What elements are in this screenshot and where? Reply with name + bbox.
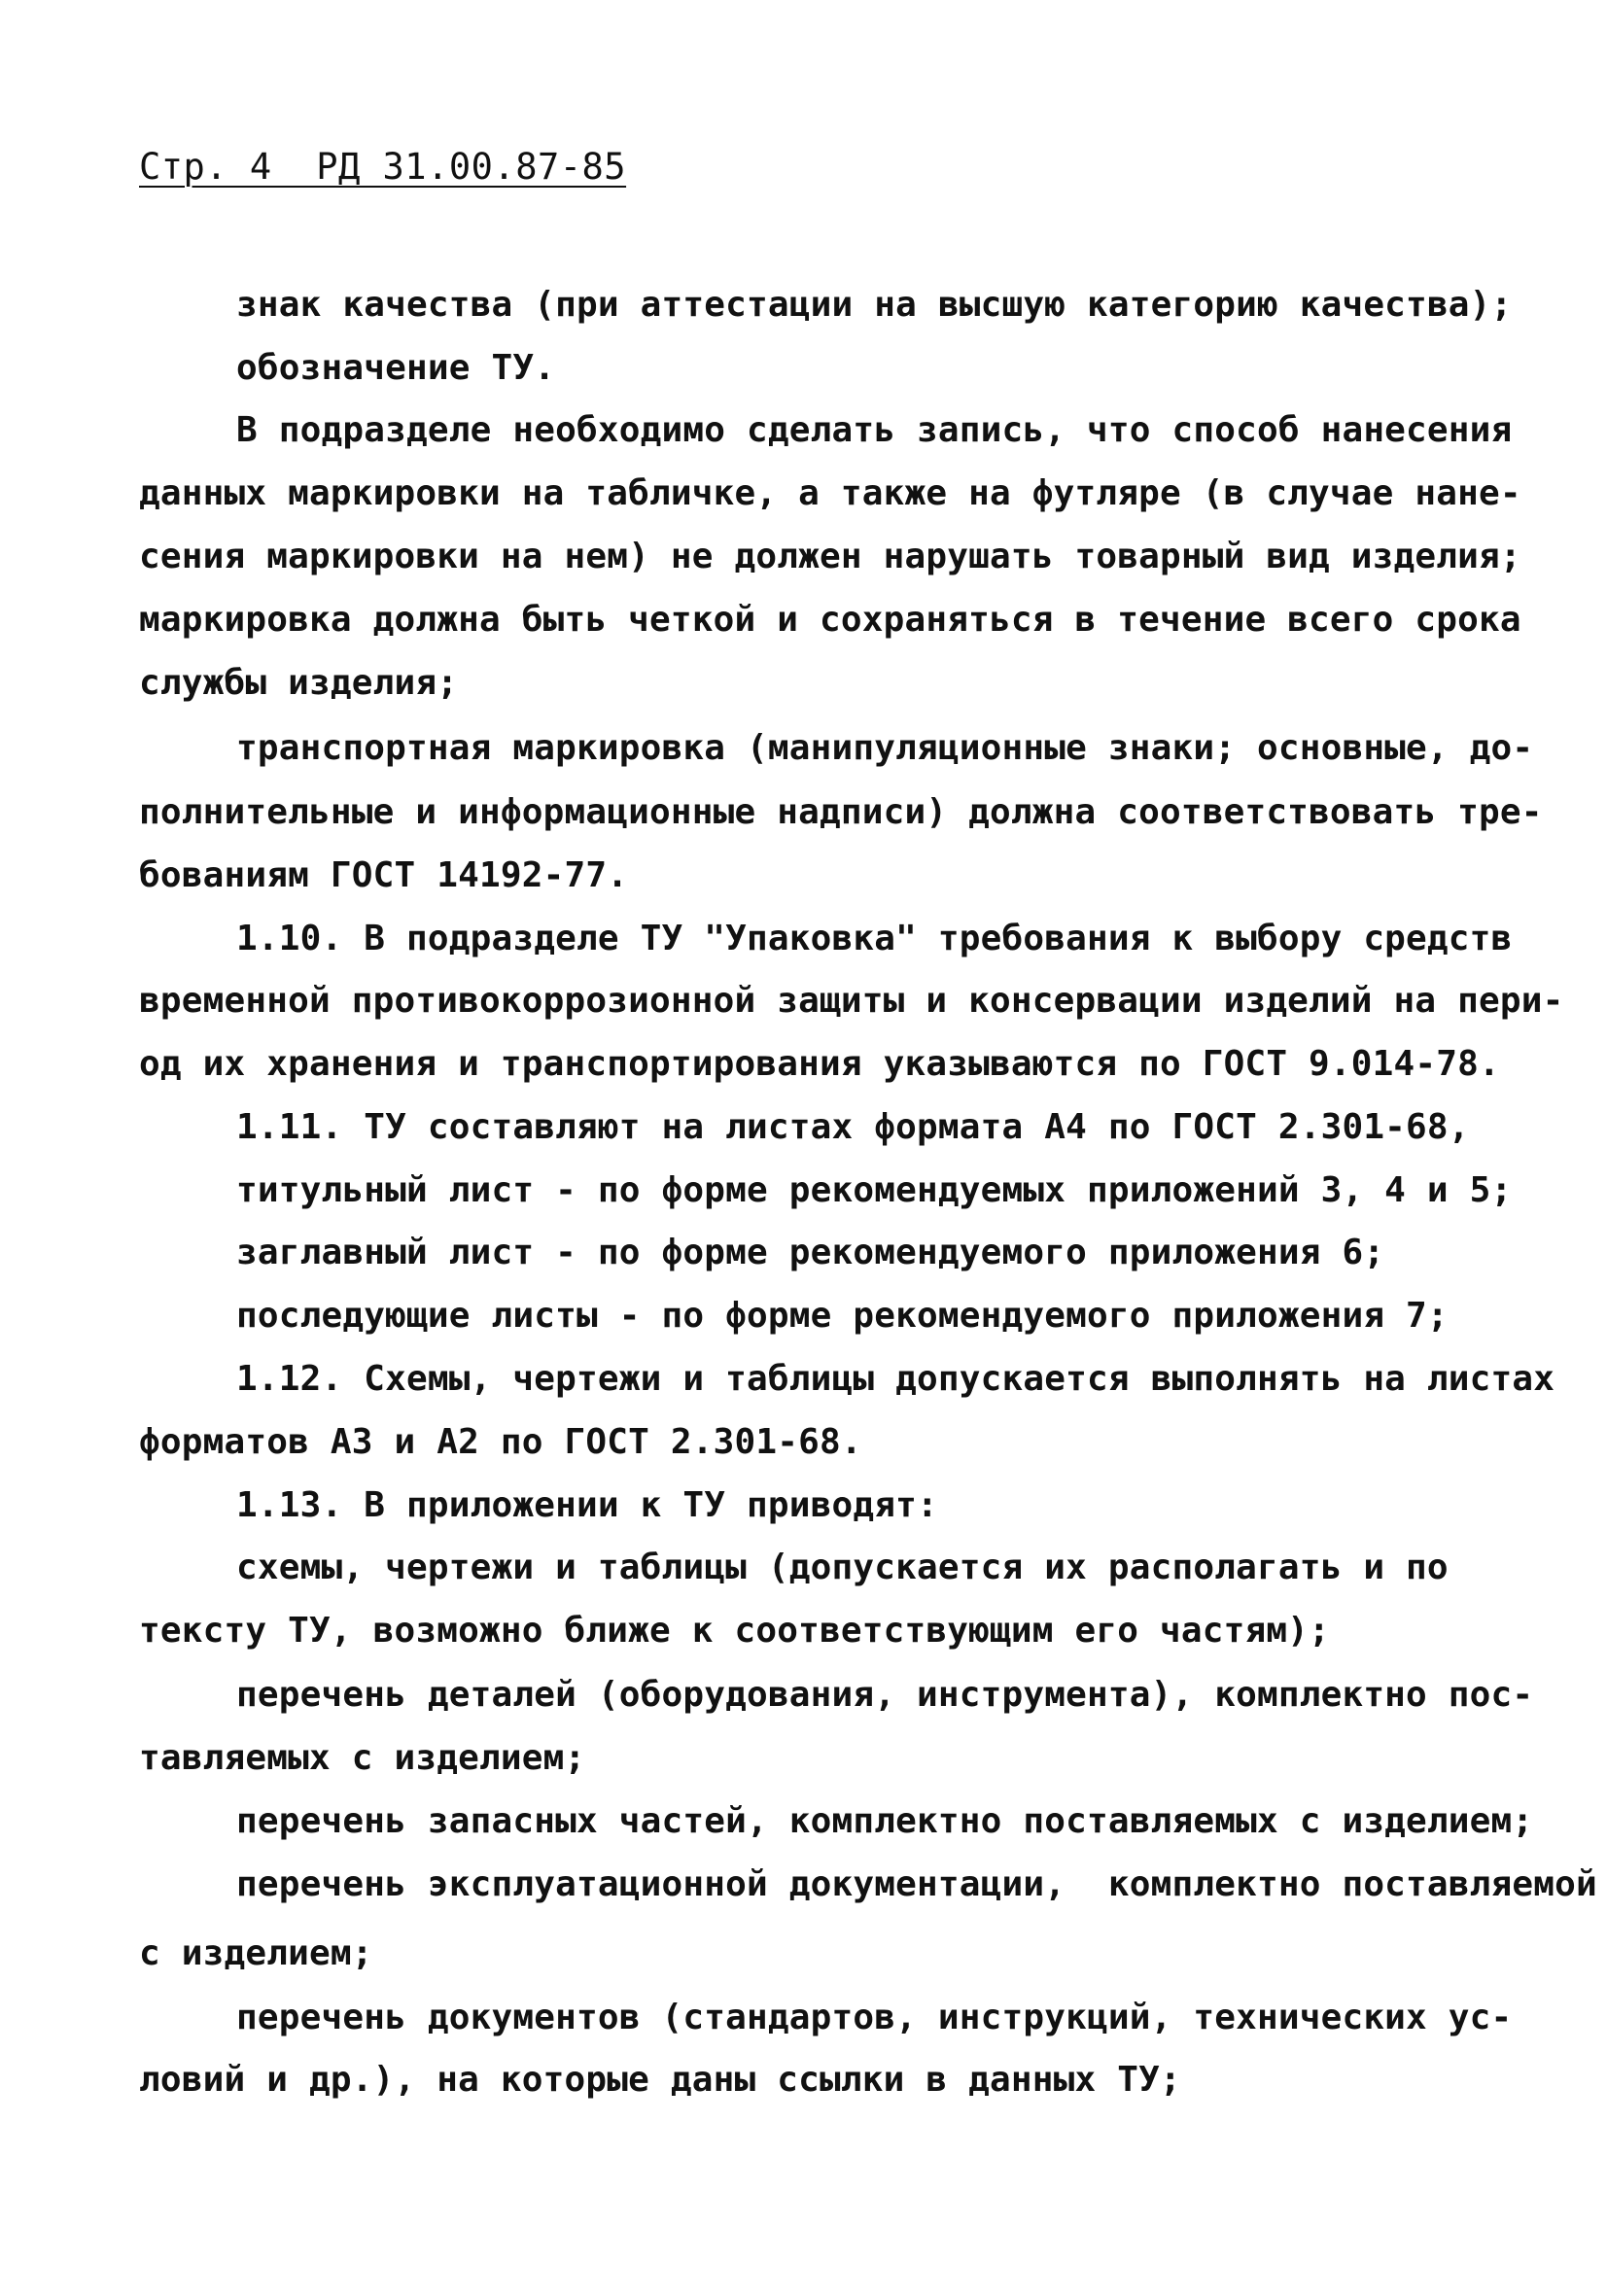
text-line-27: с изделием; xyxy=(139,1933,373,1973)
text-line-22: тексту ТУ, возможно ближе к соответствующим его частям); xyxy=(139,1611,1330,1651)
text-line-5: сения маркировки на нем) не должен нарушать товарный вид изделия; xyxy=(139,537,1521,576)
text-line-13: од их хранения и транспортирования указываются по ГОСТ 9.014-78. xyxy=(139,1044,1500,1084)
text-line-14: 1.11. ТУ составляют на листах формата А4 по ГОСТ 2.301-68, xyxy=(236,1107,1470,1147)
text-line-9: полнительные и информационные надписи) должна соответствовать тре- xyxy=(139,792,1543,832)
text-line-4: данных маркировки на табличке, а также на футляре (в случае нане- xyxy=(139,473,1521,513)
text-line-3: В подразделе необходимо сделать запись, что способ нанесения xyxy=(236,410,1513,450)
page-header: Стр. 4 РД 31.00.87-85 xyxy=(139,146,627,188)
text-line-26: перечень эксплуатационной документации, комплектно поставляемой xyxy=(236,1864,1597,1904)
text-line-24: тавляемых с изделием; xyxy=(139,1738,586,1778)
text-line-23: перечень деталей (оборудования, инструмента), комплектно пос- xyxy=(236,1675,1534,1715)
text-line-2: обозначение ТУ. xyxy=(236,348,556,388)
text-line-11: 1.10. В подразделе ТУ "Упаковка" требования к выбору средств xyxy=(236,919,1513,958)
text-line-12: временной противокоррозионной защиты и консервации изделий на пери- xyxy=(139,981,1564,1021)
text-line-7: службы изделия; xyxy=(139,663,459,703)
text-line-29: ловий и др.), на которые даны ссылки в данных ТУ; xyxy=(139,2060,1181,2100)
text-line-19: форматов А3 и А2 по ГОСТ 2.301-68. xyxy=(139,1422,862,1462)
text-line-21: схемы, чертежи и таблицы (допускается их располагать и по xyxy=(236,1548,1449,1587)
text-line-10: бованиям ГОСТ 14192-77. xyxy=(139,855,629,895)
text-line-25: перечень запасных частей, комплектно поставляемых с изделием; xyxy=(236,1801,1534,1841)
text-line-20: 1.13. В приложении к ТУ приводят: xyxy=(236,1485,938,1525)
text-line-16: заглавный лист - по форме рекомендуемого приложения 6; xyxy=(236,1233,1385,1272)
text-line-6: маркировка должна быть четкой и сохраняться в течение всего срока xyxy=(139,600,1521,640)
text-line-15: титульный лист - по форме рекомендуемых приложений 3, 4 и 5; xyxy=(236,1170,1513,1210)
text-line-18: 1.12. Схемы, чертежи и таблицы допускается выполнять на листах xyxy=(236,1359,1555,1399)
text-line-28: перечень документов (стандартов, инструкций, технических ус- xyxy=(236,1998,1513,2037)
text-line-17: последующие листы - по форме рекомендуемого приложения 7; xyxy=(236,1296,1449,1336)
text-line-1: знак качества (при аттестации на высшую категорию качества); xyxy=(236,285,1513,325)
text-line-8: транспортная маркировка (манипуляционные знаки; основные, до- xyxy=(236,728,1534,768)
